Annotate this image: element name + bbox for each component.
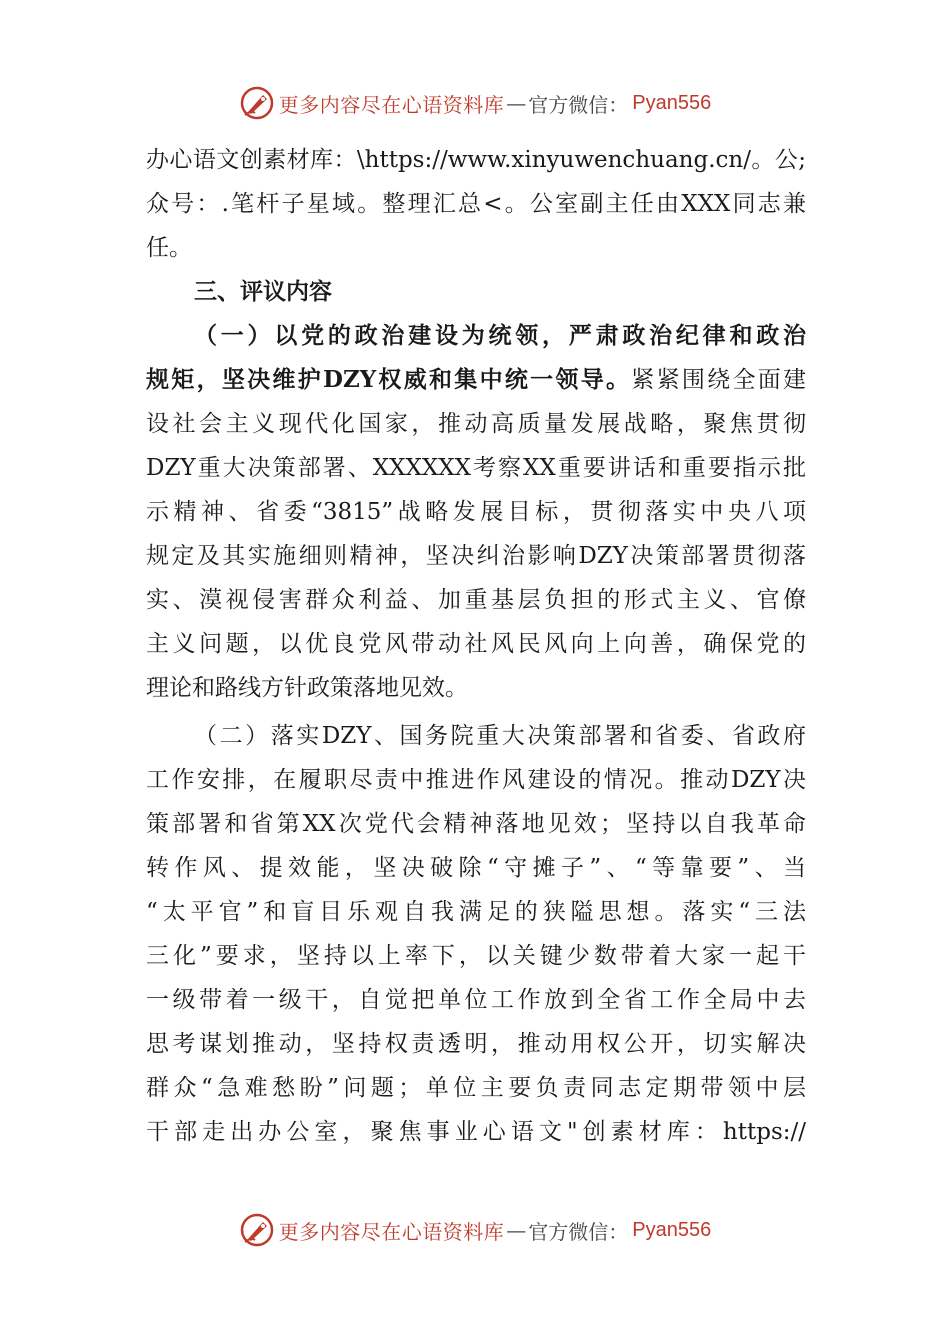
paragraph-line: 办心语文创素材库：\https://www.xinyuwenchuang.cn/。公; — [146, 147, 806, 173]
subsection-heading-tail: 规矩，坚决维护DZY权威和集中统一领导。 — [146, 366, 632, 393]
pen-nib-logo-icon — [239, 85, 275, 121]
paragraph-line — [146, 358, 806, 402]
subsection-heading: （一）以党的政治建设为统领，严肃政治纪律和政治 — [194, 322, 806, 349]
paragraph-line: 干部走出办公室，聚焦事业心语文"创素材库：https:// — [146, 1119, 806, 1145]
paragraph-line: 规定及其实施细则精神，坚决纠治影响DZY决策部署贯彻落 — [146, 543, 806, 569]
paragraph-text: 紧紧围绕全面建 — [631, 367, 806, 393]
paragraph-line: 群众“急难愁盼”问题；单位主要负责同志定期带领中层 — [146, 1075, 806, 1101]
paragraph-line: “太平官”和盲目乐观自我满足的狭隘思想。落实“三法 — [146, 899, 806, 925]
paragraph-line: 众号：.笔杆子星域。整理汇总<。公室副主任由XXX同志兼 — [146, 191, 806, 217]
banner-separator: — — [506, 1218, 527, 1242]
paragraph-line: 工作安排，在履职尽责中推进作风建设的情况。推动DZY决 — [146, 767, 806, 793]
banner-wechat-label: 官方微信： — [528, 1219, 629, 1244]
paragraph-line: 策部署和省第XX次党代会精神落地见效；坚持以自我革命 — [146, 811, 806, 837]
paragraph-line: 理论和路线方针政策落地见效。 — [146, 675, 468, 701]
banner-title: 更多内容尽在心语资料库 — [278, 1219, 505, 1244]
paragraph-line: 三化”要求，坚持以上率下，以关键少数带着大家一起干 — [146, 943, 806, 969]
paragraph-line: 设社会主义现代化国家，推动高质量发展战略，聚焦贯彻 — [146, 411, 806, 437]
footer-banner — [0, 1210, 950, 1250]
paragraph-line: 一级带着一级干，自觉把单位工作放到全省工作全局中去 — [146, 987, 806, 1013]
banner-separator: — — [506, 91, 527, 115]
section-heading: 三、评议内容 — [194, 278, 332, 305]
paragraph-line: 任。 — [146, 235, 192, 261]
paragraph-line: 思考谋划推动，坚持权责透明，推动用权公开，切实解决 — [146, 1031, 806, 1057]
document-body — [146, 138, 806, 1154]
banner-wechat-id: Pyan556 — [632, 91, 712, 114]
pen-nib-logo-icon — [239, 1212, 275, 1248]
banner-title: 更多内容尽在心语资料库 — [278, 92, 505, 117]
banner-wechat-label: 官方微信： — [528, 92, 629, 117]
paragraph-line: 实、漠视侵害群众利益、加重基层负担的形式主义、官僚 — [146, 587, 806, 613]
banner-wechat-id: Pyan556 — [632, 1218, 712, 1241]
paragraph-line: DZY重大决策部署、XXXXXX考察XX重要讲话和重要指示批 — [146, 455, 806, 481]
paragraph-line: 主义问题，以优良党风带动社风民风向上向善，确保党的 — [146, 631, 806, 657]
paragraph-line: 示精神、省委“3815”战略发展目标，贯彻落实中央八项 — [146, 499, 806, 525]
paragraph-line: （二）落实DZY、国务院重大决策部署和省委、省政府 — [194, 723, 806, 749]
paragraph-line: 转作风、提效能，坚决破除“守摊子”、“等靠要”、当 — [146, 855, 806, 881]
header-banner — [0, 83, 950, 123]
